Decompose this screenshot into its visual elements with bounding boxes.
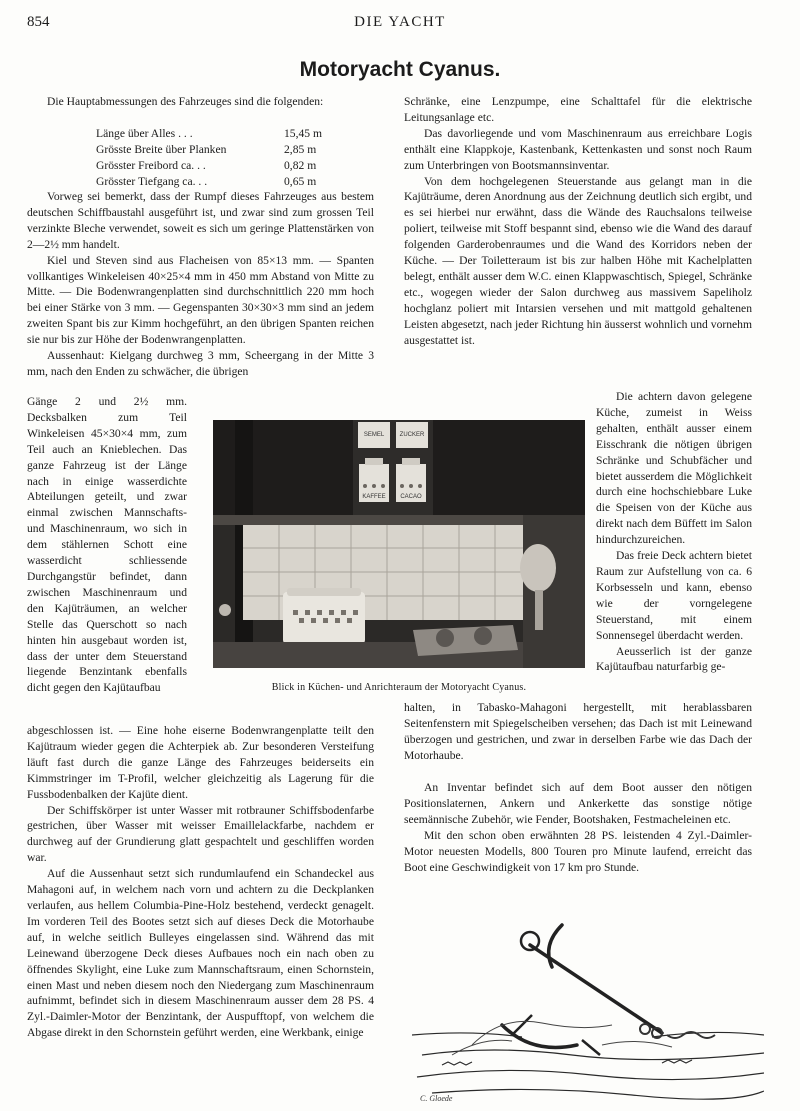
dimension-row	[96, 142, 336, 158]
dimension-label: Länge über Alles . . .	[96, 127, 193, 140]
dimensions-table	[96, 126, 336, 190]
left-column-lower	[27, 723, 374, 1041]
body-paragraph: Aussenhaut: Kielgang durchweg 3 mm, Scheergang in der Mitte 3 mm, nach den Enden zu schwächer, die übrigen	[27, 349, 374, 378]
illustrator-signature: C. Gloede	[420, 1094, 453, 1103]
body-paragraph: Auf die Aussenhaut setzt sich rundumlaufend ein Schandeckel aus Mahagoni auf, in welchem nach vorn und achtern zu die Deckplanken verlaufen, aus hellem Columbia-Pine-Holz bestehend, verdeckt genagelt. Im vorderen Teil des Bootes setzt sich auf dieses Deck die Motorhaube auf, in welche seitlich Bulleyes eingelassen sind. Während das mit Leinewand überzogene Deck dieses Aufbaues noch ein nach oben zu öffnendes Skylight, eine Luke zum Mannschaftsraum, einen Schornstein, einen Mast und neben diesem noch den Niedergang zum Maschinenraum aufnimmt, befindet sich in diesem Maschinenraum ausser dem 28 PS. 4 Zyl.-Daimler-Motor der Benzintank, der Auspufftopf, von welchem die Abgase direkt in den Schornstein geführt werden, eine Werkbank, einige	[27, 867, 374, 1040]
left-column-upper	[27, 189, 374, 380]
jar-label-cacao: CACAO	[400, 494, 422, 500]
body-paragraph: Die achtern davon gelegene Küche, zumeist in Weiss gehalten, enthält ausser einem Eisschrank die nötigen übrigen Schränke und Schubfächer und bietet ausserdem die Möglichkeit durch eine hochschiebbare Luke die Speisen von der Küche aus direkt nach dem Büffett im Salon hindurchzureichen.	[596, 390, 752, 547]
body-paragraph: Das freie Deck achtern bietet Raum zur Aufstellung von ca. 6 Korbsesseln und kann, ebenso wie der vorngelegene Steuerstand, mit einem Sonnensegel überdacht werden.	[596, 549, 752, 642]
body-paragraph: Der Schiffskörper ist unter Wasser mit rotbrauner Schiffsbodenfarbe gestrichen, über Wasser mit weisser Emaillelackfarbe, nachdem er durchweg auf der Grundierung glatt gespachtelt und geschliffen worden war.	[27, 803, 374, 865]
dimension-row	[96, 174, 336, 190]
dimension-label: Grösste Breite über Planken	[96, 142, 227, 156]
jar-label-kaffee: KAFFEE	[362, 494, 386, 500]
right-column-lower	[404, 780, 752, 875]
kitchen-photo-drawing	[213, 420, 585, 668]
dimension-label: Grösster Tiefgang ca. . .	[96, 174, 208, 188]
running-title: DIE YACHT	[354, 14, 446, 30]
jar-label-zucker: ZUCKER	[399, 432, 425, 438]
photo-caption: Blick in Küchen- und Anrichteraum der Motoryacht Cyanus.	[271, 682, 527, 693]
intro-paragraph: Die Hauptabmessungen des Fahrzeuges sind die folgenden:	[47, 95, 324, 108]
body-paragraph: abgeschlossen ist. — Eine hohe eiserne Bodenwrangenplatte teilt den Kajütraum wieder gegen die Achterpiek ab. Zur besonderen Versteifung läuft fast durch die ganze Länge des Fahrzeuges beiderseits ein Kimmstringer im T-Profil, welcher gleichzeitig als Lagerung für die Fussbodenbalken der Kajüte dient.	[27, 724, 374, 801]
body-paragraph: Mit den schon oben erwähnten 28 PS. leistenden 4 Zyl.-Daimler-Motor neuesten Modells, 800 Touren pro Minute laufend, erreicht das Boot eine Geschwindigkeit von 17 km pro Stunde.	[404, 828, 752, 874]
jar-label-semel: SEMEL	[363, 432, 385, 438]
anchor-illustration	[412, 905, 764, 1105]
dimension-row	[96, 126, 336, 142]
article-title: Motoryacht Cyanus.	[299, 58, 501, 81]
right-column-upper	[404, 94, 752, 349]
body-paragraph: Das davorliegende und vom Maschinenraum aus erreichbare Logis enthält eine Klappkoje, Kastenbank, Kettenkasten und sonst noch Raum zum Unterbringen von Bootsmannsinventar.	[404, 126, 752, 172]
body-paragraph: An Inventar befindet sich auf dem Boot ausser den nötigen Positionslaternen, Ankern und Ankerkette das sonstige nötige seemännische Zubehör, wie Fender, Bootshaken, Festmacheleinen etc.	[404, 781, 752, 826]
left-narrow-column: Gänge 2 und 2½ mm. Decksbalken zum Teil Winkeleisen 45×30×4 mm, zum Teil auch an Knieblechen. Das ganze Fahrzeug ist der Länge nach in einige wasserdichte Abteilungen geteilt, und zwar einmal zwischen Mannschafts- und Maschinenraum, wo sich in dem stählernen Schott eine wasserdicht schliessende Durchgangstür befindet, dann zwischen Maschinenraum und den Kajüträumen, an welcher Stelle das Querschott so nach hinten hin ausgebaut worden ist, dass der unter dem Steuerstand liegende Benzintank ebenfalls dicht gegen den Kajütaufbau	[27, 395, 187, 695]
body-paragraph: Vorweg sei bemerkt, dass der Rumpf dieses Fahrzeuges aus bestem deutschen Schiffbaustahl ausgeführt ist, und zwar sind zum grossen Teil verzinkte Bleche verwendet, soweit es sich um geringe Plattenstärken von 2—2½ mm handelt.	[27, 190, 374, 251]
page-number: 854	[27, 14, 50, 30]
dimension-label: Grösster Freibord ca. . .	[96, 158, 206, 172]
body-paragraph: Aeusserlich ist der ganze Kajütaufbau naturfarbig ge-	[596, 644, 752, 674]
kitchen-photograph	[213, 420, 585, 668]
dimension-row	[96, 158, 336, 174]
dimension-value: 0,65 m	[284, 174, 317, 188]
body-paragraph: Kiel und Steven sind aus Flacheisen von 85×13 mm. — Spanten vollkantiges Winkeleisen 40×25×4 mm in 450 mm Abstand von Mitte zu Mitte. — Die Bodenwrangenplatten sind durchschnittlich 220 mm hoch bei einer Stärke von 3 mm. — Gegenspanten 30×30×3 mm sind an jedem zweiten Spant bis zur Kimm hochgeführt, an den übrigen Spanten reichen sie nur bis zur Höhe der Bodenwrangenplatten.	[27, 253, 374, 347]
right-narrow-column	[596, 389, 752, 675]
body-paragraph: Schränke, eine Lenzpumpe, eine Schalttafel für die elektrische Leitungsanlage etc.	[404, 95, 752, 124]
body-paragraph: Von dem hochgelegenen Steuerstande aus gelangt man in die Kajüträume, deren Anordnung aus der Zeichnung deutlich sich ergibt, und es sei hierbei nur erwähnt, dass die Wände des Rauchsalons teilweise poliert, teilweise mit Stoff bespannt sind, ebenso wie die Wand des darauf folgenden Garderobenraumes und die Wand des Korridors neben der Küche. — Der Toiletteraum ist bis zur halben Höhe mit Kachelplatten belegt, enthält ausser dem W.C. einen Klappwaschtisch, Spiegel, Schränke etc., wogegen wieder der Salon durchweg aus massivem Sapeliholz hochglanz poliert mit Intarsien versehen und mit mattgold gehaltenen Leisten abgesetzt, nach jeder Richtung hin äusserst wohnlich und vornehm ausgestattet ist.	[404, 174, 752, 347]
dimension-value: 15,45 m	[284, 127, 323, 140]
dimension-value: 0,82 m	[284, 158, 317, 172]
dimension-value: 2,85 m	[284, 142, 317, 156]
anchor-drawing	[412, 905, 764, 1105]
right-column-continuation: halten, in Tabasko-Mahagoni hergestellt, mit herablassbaren Seitenfenstern mit Spiegelscheiben versehen; das Dach ist mit Leinewand überzogen und gestrichen, und zwar in derselben Farbe wie das Dach der Motorhaube.	[404, 701, 752, 762]
